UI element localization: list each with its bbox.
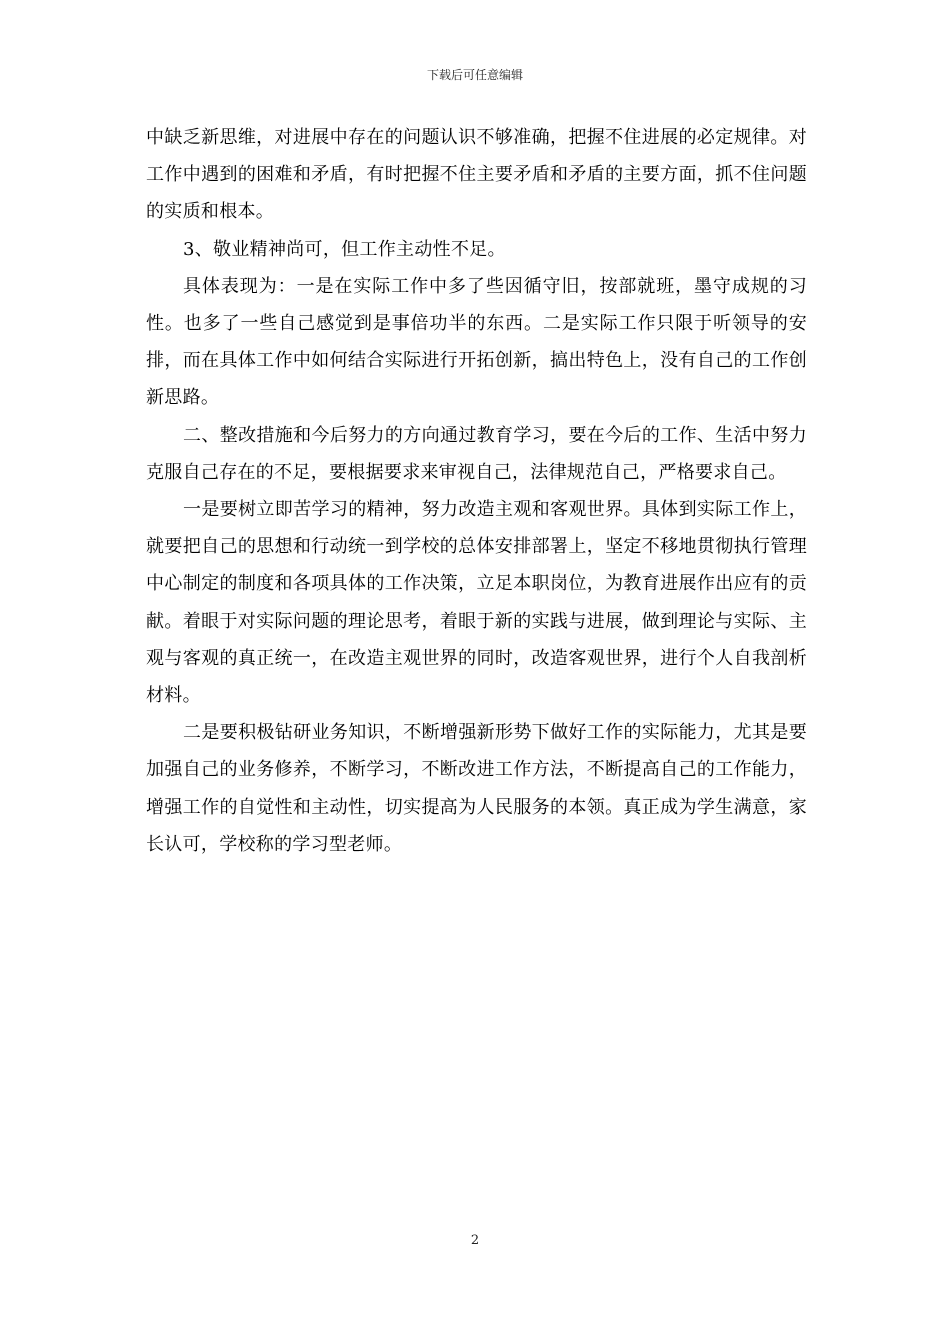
paragraph-rectification-measures: 二、整改措施和今后努力的方向通过教育学习，要在今后的工作、生活中努力克服自己存在的不足，要根据要求来审视自己，法律规范自己，严格要求自己。 [146,424,807,483]
paragraph-dedication-heading: 3、敬业精神尚可，但工作主动性不足。 [183,238,506,260]
document-body [146,119,807,863]
page-number: 2 [470,1233,480,1248]
paragraph-continuation: 中缺乏新思维，对进展中存在的问题认识不够准确，把握不住进展的必定规律。对工作中遇到的困难和矛盾，有时把握不住主要矛盾和矛盾的主要方面，抓不住问题的实质和根本。 [146,127,807,223]
paragraph-specific-performance: 具体表现为：一是在实际工作中多了些因循守旧，按部就班，墨守成规的习性。也多了一些自己感觉到是事倍功半的东西。二是实际工作只限于听领导的安排，而在具体工作中如何结合实际进行开拓创新，搞出特色上，没有自己的工作创新思路。 [146,275,807,409]
paragraph-professional-knowledge: 二是要积极钻研业务知识，不断增强新形势下做好工作的实际能力，尤其是要加强自己的业务修养，不断学习，不断改进工作方法，不断提高自己的工作能力，增强工作的自觉性和主动性，切实提高为人民服务的本领。真正成为学生满意，家长认可，学校称的学习型老师。 [146,722,807,855]
page-header: 下载后可任意编辑 [426,68,523,82]
paragraph-study-spirit: 一是要树立即苦学习的精神，努力改造主观和客观世界。具体到实际工作上，就要把自己的思想和行动统一到学校的总体安排部署上，坚定不移地贯彻执行管理中心制定的制度和各项具体的工作决策，立足本职岗位，为教育进展作出应有的贡献。着眼于对实际问题的理论思考，着眼于新的实践与进展，做到理论与实际、主观与客观的真正统一，在改造主观世界的同时，改造客观世界，进行个人自我剖析材料。 [146,499,807,707]
